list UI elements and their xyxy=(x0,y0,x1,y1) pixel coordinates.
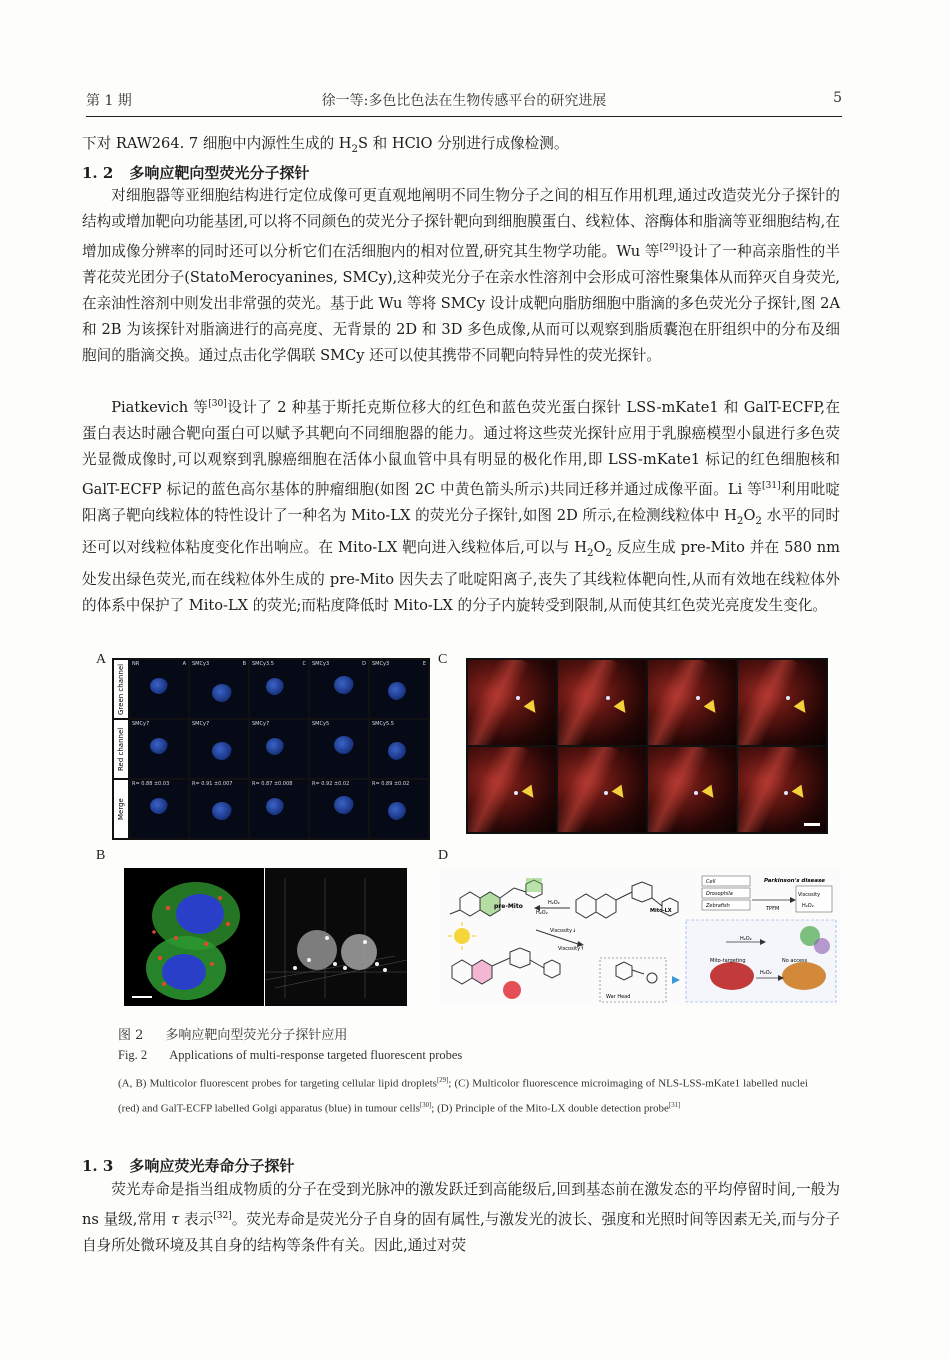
yellow-arrow-icon xyxy=(702,785,719,802)
viscosity-down-label: Viscosity↓ xyxy=(550,928,577,934)
h2o2-label-4: H₂O₂ xyxy=(760,970,772,976)
panel-c-frame xyxy=(558,747,646,832)
panel-a-cell: R= 0.88 ±0.03 xyxy=(130,780,188,838)
panel-a-cell: SMCy7 xyxy=(130,720,188,778)
parkinsons-label: Parkinson's disease xyxy=(764,878,825,884)
mito-targeting-label: Mito-targeting xyxy=(710,958,746,964)
panel-label-d: D xyxy=(438,848,449,863)
figure-caption-en: Fig. 2 Applications of multi-response targeted fluorescent probes xyxy=(118,1048,463,1062)
h2o2-label-3: H₂O₂ xyxy=(740,936,752,942)
panel-b-3d-render xyxy=(265,868,407,1006)
paragraph-1-2b: Piatkevich 等[30]设计了 2 种基于斯托克斯位移大的红色和蓝色荧光蛋白探针 LSS-mKate1 和 GalT-ECFP,在蛋白表达时融合靶向蛋白可以赋予其靶向不同细胞器的能力。通过将这些荧光探针应用于乳腺癌模型小鼠进行多色荧光显微成像时,可以观察到乳腺癌细胞在活体小鼠血管中具有明显的极化作用,即 LSS-mKate1 标记的红色细胞核和 GalT-ECFP 标记的蓝色高尔基体的肿瘤细胞(如图 2C 中黄色箭头所示)共同迁移并通过成像平面。Li 等[31]利用吡啶阳离子靶向线粒体的特性设计了一种名为 Mito-LX 的荧光分子探针,如图 2D 所示,在检测线粒体中 $H_2O_2$ 水平的同时还可以对线粒体粘度变化作出响应。在 Mito-LX 靶向进入线粒体后,可以与 $H_2O_2$ 反应生成 pre-Mito 并在 580 nm 处发出绿色荧光,而在线粒体外生成的 pre-Mito 因失去了吡啶阳离子,丧失了其线粒体靶向性,从而有效地在线粒体外的体系中保护了 Mito-LX 的荧光;而粘度降低时 Mito-LX 的分子内旋转受到限制,从而使其红色荧光亮度发生变化。 xyxy=(82,398,841,614)
paragraph-1-2a: 对细胞器等亚细胞结构进行定位成像可更直观地阐明不同生物分子之间的相互作用机理,通过改造荧光分子探针的结构或增加靶向功能基团,可以将不同颜色的荧光分子探针靶向到细胞膜蛋白、线粒体、溶酶体和脂滴等亚细胞结构,在增加成像分辨率的同时还可以分析它们在活细胞内的相对位置,研究其生物学功能。Wu 等[29]设计了一种高亲脂性的半菁花荧光团分子(StatoMerocyanines, SMCy),这种荧光分子在亲水性溶剂中会形成可溶性聚集体从而猝灭自身荧光,在亲油性溶剂中则发出非常强的荧光。基于此 Wu 等将 SMCy 设计成靶向脂肪细胞中脂滴的多色荧光分子探针,图 2A 和 2B 为该探针对脂滴进行的高亮度、无背景的 2D 和 3D 多色成像,从而可以观察到脂质囊泡在肝组织中的分布及细胞间的脂滴交换。通过点击化学偶联 SMCy 还可以使其携带不同靶向特异性的荧光探针。 xyxy=(82,187,840,364)
h2o2-box-label: H₂O₂ xyxy=(802,903,814,909)
panel-a-cell: R= 0.91 ±0.007 xyxy=(190,780,248,838)
section-number: 1. 2 xyxy=(82,164,114,182)
row-label-merge: Merge xyxy=(114,780,128,838)
h2o2-label-1: H₂O₂ xyxy=(536,910,548,916)
header-rule xyxy=(86,116,842,117)
section-number: 1. 3 xyxy=(82,1157,114,1175)
row-label-red: Red channel xyxy=(114,720,128,778)
scale-bar xyxy=(804,823,820,826)
panel-a-cell: SMCy7 xyxy=(190,720,248,778)
panel-c-frame xyxy=(738,660,826,745)
yellow-arrow-icon xyxy=(794,700,811,717)
panel-c-micrograph-grid xyxy=(466,658,828,834)
panel-a-cell: NR A xyxy=(130,660,188,718)
figure-caption-detail: (A, B) Multicolor fluorescent probes for targeting cellular lipid droplets[29]; (C) Multicolor fluorescence microimaging of NLS-LSS-mKate1 labelled nuclei (red) and GalT-ECFP labelled Golgi apparatus (blue) in tumour cells[30]; (D) Principle of the Mito-LX double detection probe[31] xyxy=(118,1077,808,1115)
panel-c-frame xyxy=(648,660,736,745)
panel-a-cell: SMCy3.5 C xyxy=(250,660,308,718)
tpfm-label: TPFM xyxy=(766,906,780,912)
page-number: 5 xyxy=(833,90,842,106)
no-access-label: No access xyxy=(782,958,808,964)
issue-number: 第 1 期 xyxy=(86,93,132,109)
drosophila-label: Drosophila xyxy=(706,891,733,897)
panel-c-frame xyxy=(558,660,646,745)
panel-a-cell: SMCy5 xyxy=(310,720,368,778)
yellow-arrow-icon xyxy=(524,700,541,717)
yellow-arrow-icon xyxy=(612,785,629,802)
yellow-arrow-icon xyxy=(704,700,721,717)
section-heading-1-3 xyxy=(82,1155,294,1176)
panel-d-mechanism-scheme xyxy=(440,870,840,1006)
pre-mito-label: pre-Mito xyxy=(494,903,523,910)
panel-label-b: B xyxy=(96,848,106,863)
figure-caption-cn: 图 2 多响应靶向型荧光分子探针应用 xyxy=(118,1028,348,1043)
panel-a-cell: R= 0.87 ±0.008 xyxy=(250,780,308,838)
panel-c-frame xyxy=(648,747,736,832)
panel-c-frame xyxy=(738,747,826,832)
paragraph-1-3: 荧光寿命是指当组成物质的分子在受到光脉冲的激发跃迁到高能级后,回到基态前在激发态的平均停留时间,一般为 ns 量级,常用 τ 表示[32]。荧光寿命是荧光分子自身的固有属性,与激发光的波长、强度和光照时间等因素无关,而与分子自身所处微环境及其自身的结构等条件有关。因此,通过对荧 xyxy=(82,1181,840,1254)
section-heading-1-2 xyxy=(82,162,309,183)
viscosity-box-label: Viscosity xyxy=(798,892,821,898)
panel-label-c: C xyxy=(438,652,448,667)
yellow-arrow-icon xyxy=(792,785,809,802)
war-head-label: War Head xyxy=(606,994,631,1000)
panel-c-frame xyxy=(468,660,556,745)
panel-a-cell: R= 0.92 ±0.02 xyxy=(310,780,368,838)
paragraph-top: 下对 RAW264. 7 细胞中内源性生成的 $H_2S$ 和 HClO 分别进行成像检测。 xyxy=(82,135,569,155)
panel-a-cell: SMCy3 E xyxy=(370,660,428,718)
h2o2-label-2: H₂O₂ xyxy=(548,900,560,906)
panel-a-micrograph-grid xyxy=(112,658,430,840)
yellow-arrow-icon xyxy=(522,785,539,802)
panel-a-cell: SMCy3 B xyxy=(190,660,248,718)
mito-lx-label: Mito-LX xyxy=(650,908,672,914)
zebrafish-label: Zebrafish xyxy=(706,903,730,909)
section-title: 多响应荧光寿命分子探针 xyxy=(129,1157,295,1175)
row-label-green: Green channel xyxy=(114,660,128,718)
yellow-arrow-icon xyxy=(614,700,631,717)
running-header xyxy=(86,90,842,114)
viscosity-up-label: Viscosity↑ xyxy=(558,946,585,952)
panel-label-a: A xyxy=(96,652,107,667)
panel-b-2d-image xyxy=(124,868,264,1006)
panel-a-cell: SMCy3 D xyxy=(310,660,368,718)
running-title: 徐一等:多色比色法在生物传感平台的研究进展 xyxy=(321,93,607,109)
panel-a-cell: R= 0.89 ±0.02 xyxy=(370,780,428,838)
panel-a-cell: SMCy5.5 xyxy=(370,720,428,778)
panel-a-cell: SMCy7 xyxy=(250,720,308,778)
section-title: 多响应靶向型荧光分子探针 xyxy=(129,164,310,182)
panel-c-frame xyxy=(468,747,556,832)
cell-label: Cell xyxy=(706,879,716,885)
